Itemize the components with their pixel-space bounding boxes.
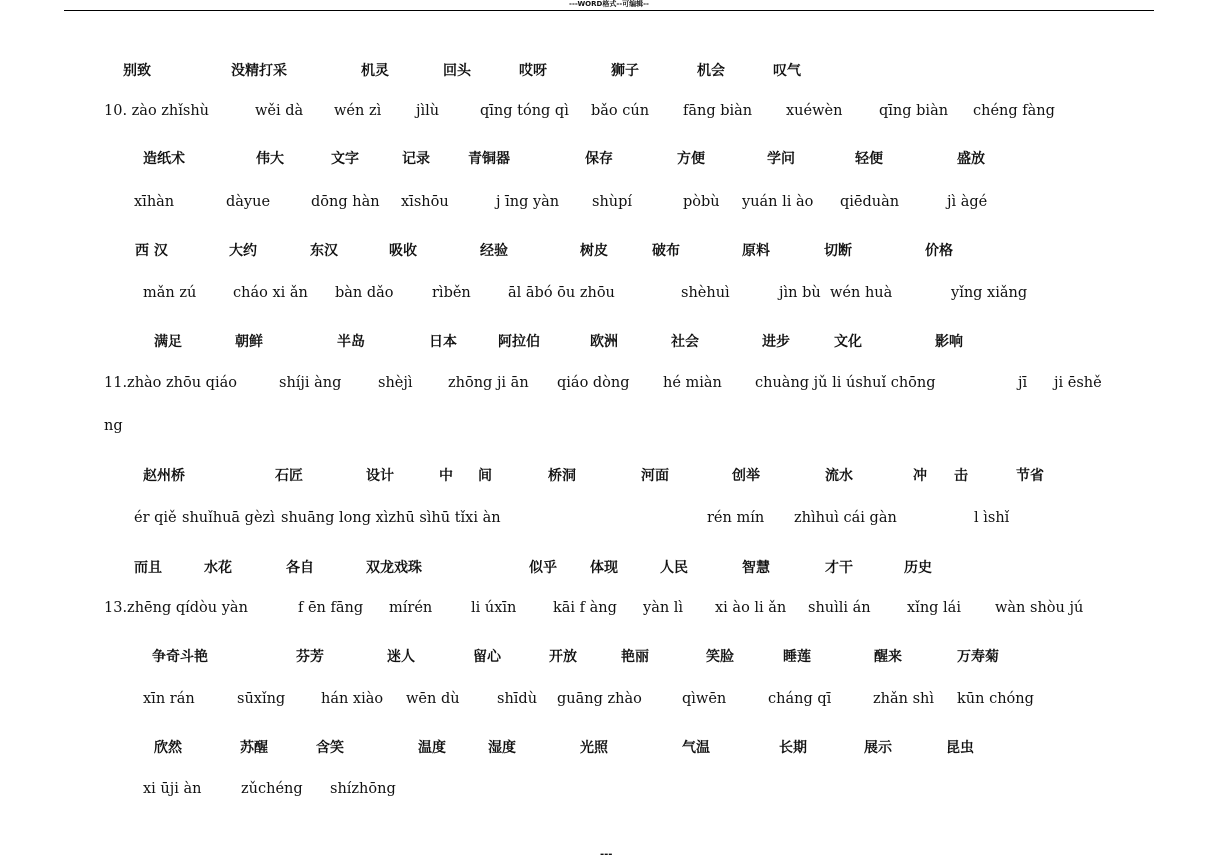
pinyin-word: xīhàn	[134, 194, 175, 210]
pinyin-word: mǎn zú	[143, 285, 197, 301]
hanzi-word: 阿拉伯	[498, 334, 540, 350]
hanzi-word: 似乎	[529, 560, 557, 576]
pinyin-line	[0, 779, 1218, 803]
hanzi-word: 含笑	[316, 740, 344, 756]
hanzi-word: 文字	[331, 151, 359, 167]
hanzi-word: 各自	[286, 560, 314, 576]
pinyin-word: shuāng long xìzhū sìhū tǐxi àn	[281, 510, 501, 526]
hanzi-word: 智慧	[742, 560, 770, 576]
hanzi-word: 文化	[834, 334, 862, 350]
pinyin-word: ng	[104, 418, 123, 434]
pinyin-word: shīdù	[497, 691, 538, 707]
hanzi-word: 破布	[652, 243, 680, 259]
pinyin-word: qiēduàn	[840, 194, 900, 210]
pinyin-word: jìn bù	[779, 285, 821, 301]
pinyin-line	[0, 508, 1218, 532]
pinyin-word: rén mín	[707, 510, 765, 526]
hanzi-word: 东汉	[310, 243, 338, 259]
pinyin-word: guāng zhào	[557, 691, 642, 707]
pinyin-word: wēn dù	[406, 691, 460, 707]
pinyin-word: qīng biàn	[879, 103, 949, 119]
pinyin-word: wén zì	[334, 103, 382, 119]
pinyin-word: shuǐhuā gèzì	[182, 510, 275, 526]
pinyin-word: jìlù	[416, 103, 440, 119]
hanzi-word: 欧洲	[590, 334, 618, 350]
pinyin-word: xi ào li ǎn	[715, 600, 787, 616]
page-footer: ---	[600, 849, 613, 860]
hanzi-word: 温度	[418, 740, 446, 756]
hanzi-line	[0, 58, 1218, 82]
pinyin-word: shízhōng	[330, 781, 396, 797]
hanzi-word: 苏醒	[240, 740, 268, 756]
pinyin-word: xǐng lái	[907, 600, 961, 616]
pinyin-line	[0, 416, 1218, 440]
pinyin-word: bàn dǎo	[335, 285, 394, 301]
page-header: ---WORD格式--可编辑--	[64, 0, 1154, 11]
hanzi-word: 造纸术	[143, 151, 185, 167]
pinyin-word: kūn chóng	[957, 691, 1034, 707]
pinyin-word: chéng fàng	[973, 103, 1055, 119]
hanzi-word: 迷人	[387, 649, 415, 665]
hanzi-word: 桥洞	[548, 468, 576, 484]
pinyin-line	[0, 283, 1218, 307]
hanzi-word: 价格	[925, 243, 953, 259]
pinyin-word: zhōng ji ān	[448, 375, 529, 391]
hanzi-line	[0, 644, 1218, 668]
hanzi-word: 进步	[762, 334, 790, 350]
hanzi-line	[0, 735, 1218, 759]
hanzi-word: 芬芳	[296, 649, 324, 665]
pinyin-word: zhǎn shì	[873, 691, 934, 707]
pinyin-word: l ìshǐ	[974, 510, 1010, 526]
pinyin-word: hé miàn	[663, 375, 722, 391]
hanzi-word: 气温	[682, 740, 710, 756]
hanzi-word: 机灵	[361, 63, 389, 79]
pinyin-word: shèhuì	[681, 285, 730, 301]
pinyin-word: ji ēshě	[1054, 375, 1102, 391]
hanzi-word: 历史	[904, 560, 932, 576]
hanzi-word: 节省	[1016, 468, 1044, 484]
hanzi-word: 影响	[935, 334, 963, 350]
hanzi-word: 水花	[204, 560, 232, 576]
hanzi-word: 哎呀	[519, 63, 547, 79]
hanzi-word: 笑脸	[706, 649, 734, 665]
pinyin-word: qīng tóng qì	[480, 103, 569, 119]
pinyin-word: bǎo cún	[591, 103, 650, 119]
hanzi-word: 没精打采	[231, 63, 287, 79]
pinyin-word: qìwēn	[682, 691, 727, 707]
hanzi-word: 光照	[580, 740, 608, 756]
pinyin-word: xīn rán	[143, 691, 195, 707]
hanzi-word: 醒来	[874, 649, 902, 665]
hanzi-word: 展示	[864, 740, 892, 756]
pinyin-word: shùpí	[592, 194, 633, 210]
hanzi-line	[0, 555, 1218, 579]
pinyin-word: 10. zào zhǐshù	[104, 103, 210, 119]
hanzi-word: 间	[478, 468, 492, 484]
pinyin-word: fāng biàn	[683, 103, 753, 119]
hanzi-word: 朝鲜	[235, 334, 263, 350]
hanzi-word: 日本	[429, 334, 457, 350]
pinyin-word: xuéwèn	[786, 103, 843, 119]
pinyin-word: xi ūji àn	[143, 781, 202, 797]
pinyin-word: cháo xi ǎn	[233, 285, 308, 301]
hanzi-word: 击	[954, 468, 968, 484]
hanzi-line	[0, 146, 1218, 170]
pinyin-word: yàn lì	[643, 600, 684, 616]
pinyin-word: hán xiào	[321, 691, 384, 707]
hanzi-word: 河面	[641, 468, 669, 484]
hanzi-word: 设计	[366, 468, 394, 484]
hanzi-word: 昆虫	[946, 740, 974, 756]
pinyin-word: shuìli án	[808, 600, 871, 616]
pinyin-word: wěi dà	[255, 103, 304, 119]
hanzi-line	[0, 238, 1218, 262]
hanzi-word: 盛放	[957, 151, 985, 167]
pinyin-line	[0, 192, 1218, 216]
hanzi-word: 石匠	[275, 468, 303, 484]
pinyin-word: zhìhuì cái gàn	[794, 510, 897, 526]
pinyin-word: sūxǐng	[237, 691, 286, 707]
hanzi-word: 满足	[154, 334, 182, 350]
pinyin-word: f ēn fāng	[298, 600, 364, 616]
hanzi-word: 原料	[742, 243, 770, 259]
hanzi-word: 吸收	[389, 243, 417, 259]
pinyin-word: wén huà	[830, 285, 893, 301]
pinyin-word: dàyue	[226, 194, 271, 210]
hanzi-word: 创举	[732, 468, 760, 484]
hanzi-word: 万寿菊	[957, 649, 999, 665]
pinyin-word: chuàng jǔ li úshuǐ chōng	[755, 375, 936, 391]
pinyin-line	[0, 689, 1218, 713]
hanzi-word: 记录	[402, 151, 430, 167]
pinyin-word: kāi f àng	[553, 600, 617, 616]
hanzi-word: 中	[439, 468, 453, 484]
hanzi-word: 学问	[767, 151, 795, 167]
hanzi-word: 西 汉	[135, 243, 168, 259]
pinyin-word: cháng qī	[768, 691, 832, 707]
hanzi-word: 留心	[473, 649, 501, 665]
hanzi-word: 回头	[443, 63, 471, 79]
pinyin-word: pòbù	[683, 194, 720, 210]
hanzi-word: 半岛	[337, 334, 365, 350]
pinyin-word: jī	[1018, 375, 1028, 391]
hanzi-word: 社会	[671, 334, 699, 350]
hanzi-word: 欣然	[154, 740, 182, 756]
hanzi-word: 伟大	[256, 151, 284, 167]
hanzi-word: 长期	[779, 740, 807, 756]
hanzi-word: 人民	[660, 560, 688, 576]
hanzi-word: 体现	[590, 560, 618, 576]
pinyin-word: xīshōu	[401, 194, 449, 210]
pinyin-line	[0, 101, 1218, 125]
hanzi-word: 大约	[229, 243, 257, 259]
hanzi-word: 睡莲	[783, 649, 811, 665]
hanzi-word: 艳丽	[621, 649, 649, 665]
hanzi-word: 方便	[677, 151, 705, 167]
pinyin-word: mírén	[389, 600, 433, 616]
pinyin-word: ér qiě	[134, 510, 177, 526]
pinyin-word: āl ābó ōu zhōu	[508, 285, 615, 301]
hanzi-line	[0, 329, 1218, 353]
hanzi-word: 保存	[585, 151, 613, 167]
hanzi-word: 流水	[825, 468, 853, 484]
hanzi-word: 机会	[697, 63, 725, 79]
pinyin-word: yǐng xiǎng	[951, 285, 1028, 301]
hanzi-word: 别致	[123, 63, 151, 79]
pinyin-word: 13.zhēng qídòu yàn	[104, 600, 248, 616]
pinyin-word: jì àgé	[947, 194, 988, 210]
pinyin-word: li úxīn	[471, 600, 517, 616]
hanzi-word: 才干	[825, 560, 853, 576]
hanzi-word: 赵州桥	[143, 468, 185, 484]
hanzi-word: 树皮	[580, 243, 608, 259]
hanzi-word: 争奇斗艳	[152, 649, 208, 665]
hanzi-word: 轻便	[855, 151, 883, 167]
pinyin-word: rìběn	[432, 285, 471, 301]
hanzi-word: 叹气	[773, 63, 801, 79]
pinyin-word: zǔchéng	[241, 781, 303, 797]
hanzi-word: 开放	[549, 649, 577, 665]
pinyin-word: 11.zhào zhōu qiáo	[104, 375, 237, 391]
pinyin-word: wàn shòu jú	[995, 600, 1084, 616]
hanzi-word: 狮子	[611, 63, 639, 79]
pinyin-word: dōng hàn	[311, 194, 380, 210]
pinyin-word: j īng yàn	[496, 194, 560, 210]
hanzi-line	[0, 463, 1218, 487]
hanzi-word: 而且	[134, 560, 162, 576]
pinyin-word: shíji àng	[279, 375, 342, 391]
hanzi-word: 切断	[824, 243, 852, 259]
pinyin-word: shèjì	[378, 375, 413, 391]
pinyin-line	[0, 598, 1218, 622]
hanzi-word: 双龙戏珠	[366, 560, 422, 576]
hanzi-word: 冲	[913, 468, 927, 484]
pinyin-line	[0, 373, 1218, 397]
pinyin-word: qiáo dòng	[557, 375, 630, 391]
hanzi-word: 青铜器	[468, 151, 510, 167]
hanzi-word: 经验	[480, 243, 508, 259]
pinyin-word: yuán li ào	[742, 194, 814, 210]
hanzi-word: 湿度	[488, 740, 516, 756]
